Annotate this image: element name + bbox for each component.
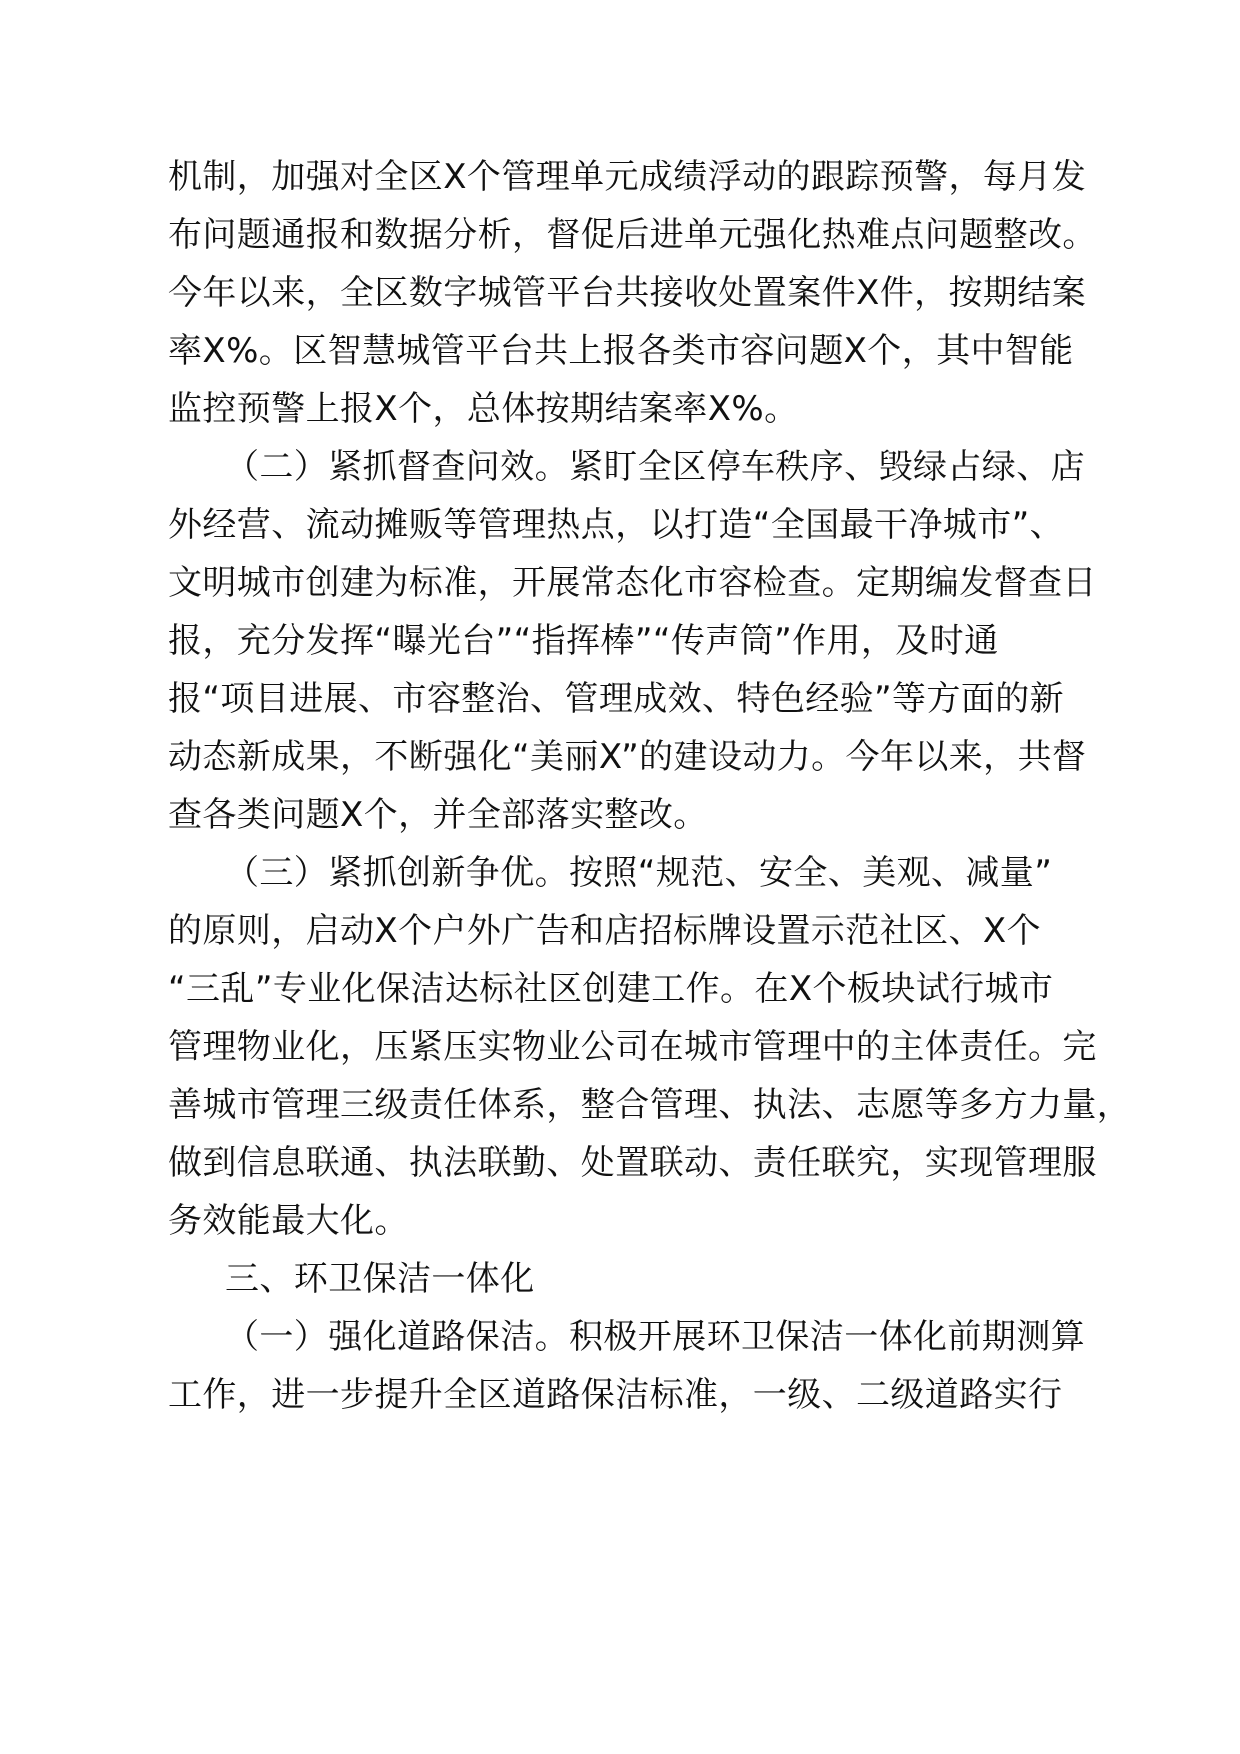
text-line: 报，充分发挥“曝光台”“指挥棒”“传声筒”作用，及时通 (168, 621, 999, 661)
text-line: 的原则，启动X个户外广告和店招标牌设置示范社区、X个 (168, 911, 1041, 951)
section-heading: 三、环卫保洁一体化 (225, 1259, 535, 1299)
text-line: “三乱”专业化保洁达标社区创建工作。在X个板块试行城市 (168, 969, 1054, 1009)
text-line: 务效能最大化。 (168, 1201, 409, 1241)
text-line: 做到信息联通、执法联勤、处置联动、责任联究，实现管理服 (168, 1143, 1097, 1183)
text-line: 监控预警上报X个，总体按期结案率X%。 (168, 389, 799, 429)
text-line: 外经营、流动摊贩等管理热点，以打造“全国最干净城市”、 (168, 505, 1065, 545)
text-line: （一）强化道路保洁。积极开展环卫保洁一体化前期测算 (225, 1317, 1085, 1357)
text-line: （二）紧抓督查问效。紧盯全区停车秩序、毁绿占绿、店 (225, 447, 1085, 487)
text-line: 率X%。区智慧城管平台共上报各类市容问题X个，其中智能 (168, 331, 1074, 371)
text-line: 查各类问题X个，并全部落实整改。 (168, 795, 708, 835)
text-line: 管理物业化，压紧压实物业公司在城市管理中的主体责任。完 (168, 1027, 1097, 1067)
text-line: 工作，进一步提升全区道路保洁标准，一级、二级道路实行 (168, 1375, 1063, 1415)
text-line: 善城市管理三级责任体系，整合管理、执法、志愿等多方力量， (168, 1085, 1132, 1125)
text-line: 报“项目进展、市容整治、管理成效、特色经验”等方面的新 (168, 679, 1065, 719)
text-line: 动态新成果，不断强化“美丽X”的建设动力。今年以来，共督 (168, 737, 1087, 777)
text-line: 今年以来，全区数字城管平台共接收处置案件X件，按期结案 (168, 273, 1087, 313)
text-line: （三）紧抓创新争优。按照“规范、安全、美观、减量” (225, 853, 1053, 893)
text-line: 机制，加强对全区X个管理单元成绩浮动的跟踪预警，每月发 (168, 157, 1087, 197)
text-line: 文明城市创建为标准，开展常态化市容检查。定期编发督查日 (168, 563, 1097, 603)
text-line: 布问题通报和数据分析，督促后进单元强化热难点问题整改。 (168, 215, 1097, 255)
